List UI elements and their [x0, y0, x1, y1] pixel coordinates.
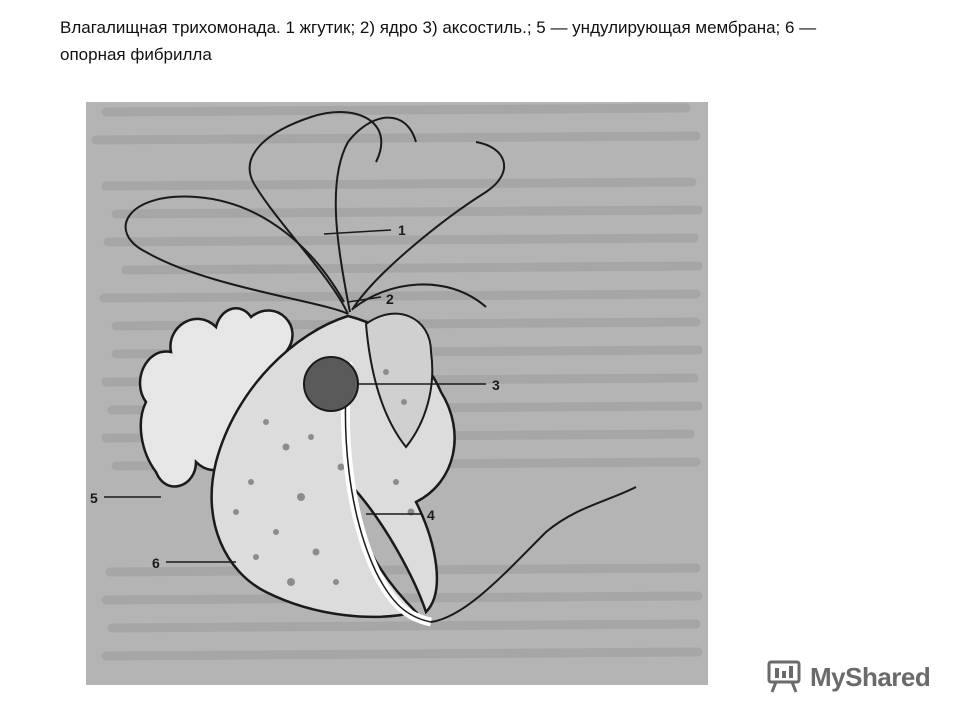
- watermark-brand: MyShared: [810, 662, 931, 692]
- slide-title: Влагалищная трихомонада. 1 жгутик; 2) ядро 3) аксостиль.; 5 — ундулирующая мембрана; 6 — опорная фибрилла: [60, 18, 817, 64]
- trichomonas-figure: [86, 102, 708, 685]
- watermark: [766, 656, 936, 696]
- label-5: 5: [90, 490, 98, 506]
- label-3: 3: [492, 377, 500, 393]
- label-4: 4: [427, 507, 435, 523]
- nucleus: [304, 357, 358, 411]
- label-6: 6: [152, 555, 160, 571]
- label-2: 2: [386, 291, 394, 307]
- trichomonas-diagram: [86, 102, 708, 685]
- label-1: 1: [398, 222, 406, 238]
- presentation-board-icon: [766, 656, 806, 696]
